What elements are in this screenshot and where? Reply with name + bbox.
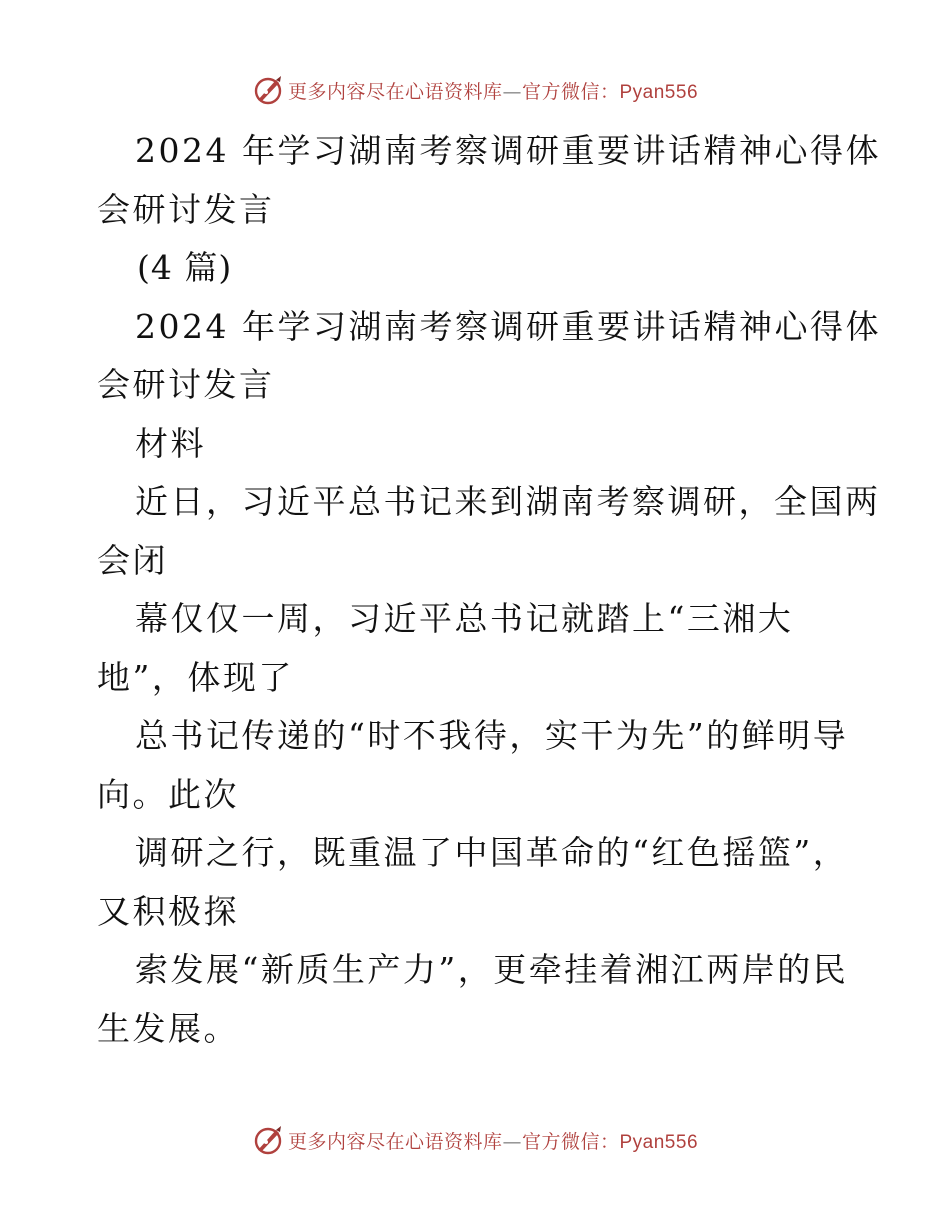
paragraph-line: 向。此次 — [97, 774, 239, 814]
quill-logo-icon — [252, 1124, 284, 1156]
section-label: 材料 — [135, 423, 206, 463]
paragraph-line: 调研之行，既重温了中国革命的“红色摇篮”， — [135, 833, 849, 872]
article-count: (4 篇) — [137, 248, 233, 287]
watermark-text: 更多内容尽在心语资料库—官方微信：Pyan556 — [287, 80, 699, 103]
quill-logo-icon — [252, 74, 284, 106]
paragraph-line: 总书记传递的“时不我待，实干为先”的鲜明导 — [135, 716, 849, 755]
subtitle-line-1: 2024 年学习湖南考察调研重要讲话精神心得体 — [135, 306, 881, 346]
title-line-1: 2024 年学习湖南考察调研重要讲话精神心得体 — [135, 131, 881, 170]
paragraph-line: 生发展。 — [97, 1008, 239, 1048]
paragraph-line: 地”，体现了 — [97, 657, 294, 697]
watermark-text: 更多内容尽在心语资料库—官方微信：Pyan556 — [287, 1130, 699, 1153]
header-watermark — [0, 70, 950, 110]
paragraph-line: 近日，习近平总书记来到湖南考察调研，全国两 — [135, 482, 881, 521]
title-line-2: 会研讨发言 — [97, 189, 275, 229]
document-body — [97, 122, 881, 1058]
paragraph-line: 索发展“新质生产力”，更牵挂着湘江两岸的民 — [135, 950, 849, 989]
paragraph-line: 幕仅仅一周，习近平总书记就踏上“三湘大 — [135, 599, 794, 638]
paragraph-line: 会闭 — [97, 540, 168, 580]
footer-watermark — [0, 1120, 950, 1160]
subtitle-line-2: 会研讨发言 — [97, 365, 275, 404]
paragraph-line: 又积极探 — [97, 891, 239, 931]
